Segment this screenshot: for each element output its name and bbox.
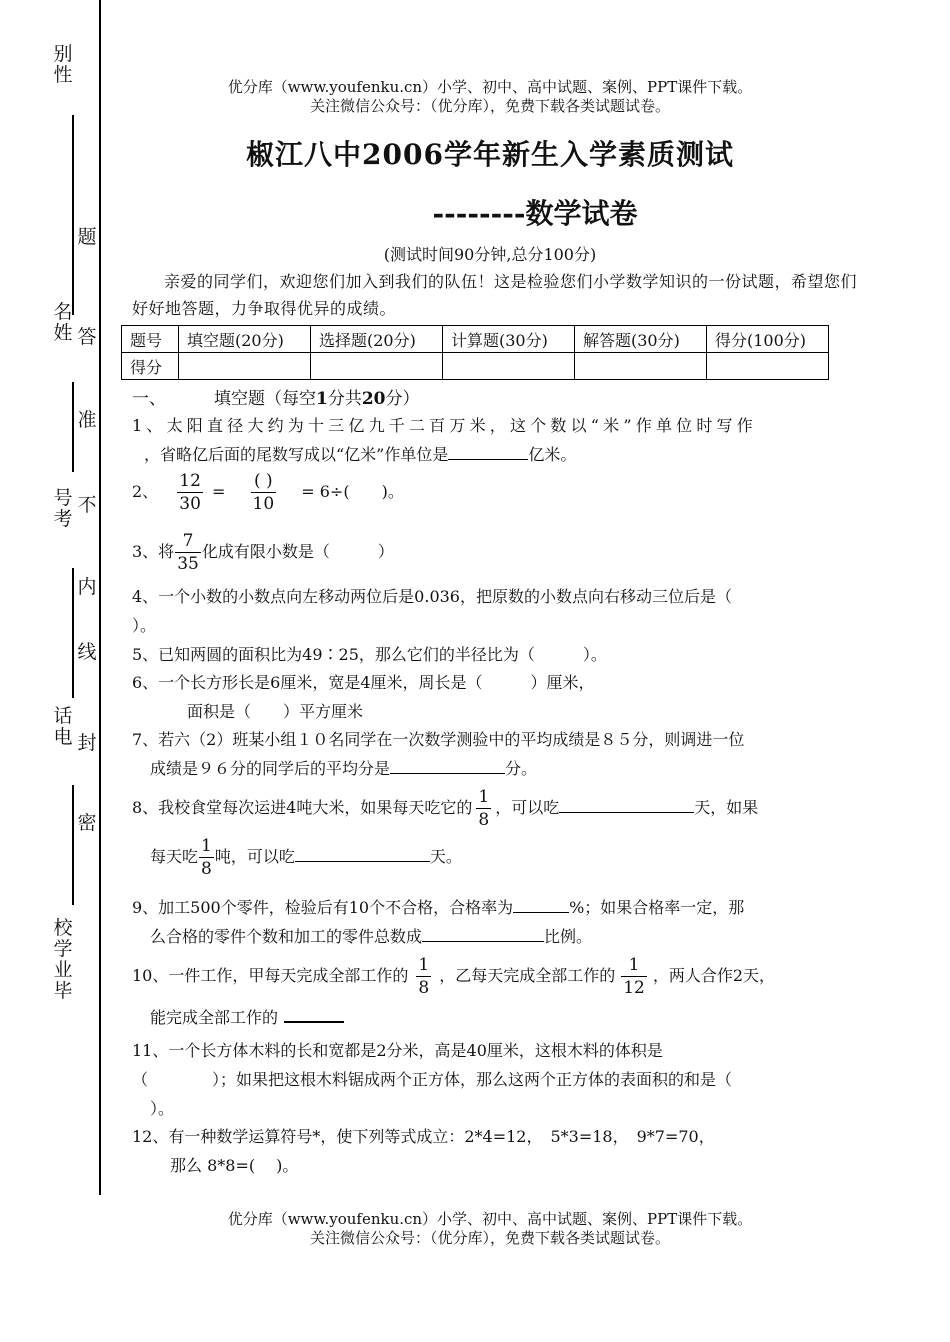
question-text: 那么 8*8=( )。 [170, 1156, 299, 1175]
fraction [476, 786, 491, 831]
score-table-header: 得分(100分) [707, 326, 829, 353]
question-text: 10、一件工作，甲每天完成全部工作的 [132, 966, 409, 985]
score-table-row [122, 353, 829, 380]
seal-char: 密 [77, 812, 97, 834]
score-table-header: 解答题(30分) [575, 326, 707, 353]
exam-number-label: 号考 [53, 487, 73, 530]
name-underline [72, 115, 74, 315]
seal-char: 题 [77, 226, 97, 248]
denominator: 8 [478, 810, 490, 830]
question-6 [132, 668, 867, 726]
score-table-header: 计算题(30分) [443, 326, 575, 353]
question-text: 能完成全部工作的 [150, 1008, 279, 1027]
seal-char: 不 [77, 494, 97, 516]
school-label: 校学业毕 [53, 917, 73, 1002]
page-footer [130, 1210, 850, 1248]
seal-char: 答 [77, 326, 97, 348]
score-table-header: 题号 [122, 326, 179, 353]
question-text: ，两人合作2天， [652, 966, 776, 985]
question-8 [132, 786, 867, 880]
denominator: 8 [201, 859, 212, 879]
binding-margin [0, 0, 110, 1342]
score-table [121, 325, 829, 380]
question-text: 3、将 [132, 542, 175, 561]
question-text: 天。 [429, 847, 462, 866]
footer-line-2: 关注微信公众号：（优分库），免费下载各类试题试卷。 [309, 1229, 670, 1247]
question-text: 成绩是９６分的同学后的平均分是 [150, 759, 391, 778]
question-text: 8、我校食堂每次运进4吨大米，如果每天吃它的 [132, 798, 473, 817]
question-text: 4、一个小数的小数点向左移动两位后是0.036，把原数的小数点向右移动三位后是（ [132, 587, 732, 606]
seal-char: 内 [77, 576, 97, 598]
seal-char: 准 [77, 409, 97, 431]
denominator: 35 [177, 554, 199, 574]
section-total: 20 [361, 389, 386, 409]
question-text: ）。 [132, 616, 157, 635]
section-points: 1 [316, 389, 328, 409]
question-text: 5、已知两圆的面积比为49∶25，那么它们的半径比为（ ）。 [132, 645, 607, 664]
score-row-label: 得分 [122, 353, 179, 380]
score-table-header-row [122, 326, 829, 353]
numerator: 1 [418, 955, 430, 975]
score-cell[interactable] [575, 353, 707, 380]
question-text: 比例。 [544, 927, 593, 946]
intro-paragraph: 亲爱的同学们，欢迎您们加入到我们的队伍！这是检验您们小学数学知识的一份试题，希望您们好好地答题，力争取得优异的成绩。 [132, 272, 858, 318]
fraction [416, 954, 431, 999]
answer-blank[interactable] [422, 923, 544, 942]
answer-blank[interactable] [390, 755, 505, 774]
fraction [175, 530, 201, 575]
question-text: 7、若六（2）班某小组１０名同学在一次数学测验中的平均成绩是８５分，则调进一位 [132, 730, 745, 749]
binding-line [99, 0, 101, 1195]
question-text: 1、太阳直径大约为十三亿九千二百万米，这个数以“米”作单位时写作 [132, 416, 757, 435]
header-line-1: 优分库（www.youfenku.cn）小学、初中、高中试题、案例、PPT课件下载。 [227, 78, 753, 96]
page-header [130, 78, 850, 116]
question-text: （ ）；如果把这根木料锯成两个正方体，那么这两个正方体的表面积的和是（ [132, 1070, 733, 1089]
question-text: 天，如果 [694, 798, 759, 817]
question-2 [132, 470, 867, 515]
question-text: ，乙每天完成全部工作的 [439, 966, 616, 985]
answer-blank[interactable] [559, 794, 694, 813]
seal-char: 封 [77, 732, 97, 754]
exam-number-underline [72, 382, 74, 472]
question-11 [132, 1036, 867, 1123]
question-text: 吨，可以吃 [214, 847, 295, 866]
question-text: 亿米。 [528, 445, 577, 464]
question-12 [132, 1122, 867, 1180]
question-text: 化成有限小数是（ ） [201, 542, 394, 561]
question-9 [132, 893, 867, 951]
numerator: 12 [179, 471, 201, 491]
numerator: ( ) [251, 470, 277, 493]
question-1 [132, 411, 867, 469]
question-text: 么合格的零件个数和加工的零件总数成 [150, 927, 423, 946]
score-cell[interactable] [443, 353, 575, 380]
score-table-header: 选择题(20分) [311, 326, 443, 353]
exam-subtitle: --------数学试卷 [432, 197, 638, 230]
question-text: 6、一个长方形长是6厘米，宽是4厘米，周长是（ ）厘米， [132, 673, 595, 692]
fraction [199, 835, 214, 880]
seal-char: 线 [77, 641, 97, 663]
score-cell[interactable] [179, 353, 311, 380]
answer-blank[interactable] [284, 1003, 344, 1023]
question-text: = 6÷( )。 [301, 482, 404, 501]
question-text: 分。 [505, 759, 538, 778]
fraction [621, 954, 647, 999]
section-title: 填空题（每空 [214, 389, 316, 409]
question-text: ，省略亿后面的尾数写成以“亿米”作单位是 [144, 445, 449, 464]
answer-blank[interactable] [448, 441, 528, 460]
question-text: 9、加工500个零件，检验后有10个不合格，合格率为 [132, 898, 514, 917]
denominator: 30 [179, 494, 201, 514]
section-number: 一、 [132, 389, 166, 409]
question-text: ，可以吃 [495, 798, 560, 817]
phone-underline [72, 568, 74, 698]
gender-label: 别性 [53, 43, 73, 86]
numerator: 1 [201, 836, 212, 856]
school-underline [72, 785, 74, 905]
phone-label: 话电 [53, 705, 73, 748]
numerator: 1 [478, 787, 490, 807]
section-title: 分） [385, 389, 420, 409]
question-4 [132, 582, 867, 640]
question-3 [132, 530, 867, 575]
question-text: %；如果合格率一定，那 [569, 898, 745, 917]
section-heading [132, 384, 420, 409]
question-5 [132, 640, 867, 669]
denominator: 12 [623, 978, 645, 998]
question-text: 每天吃 [150, 847, 199, 866]
header-line-2: 关注微信公众号：（优分库），免费下载各类试题试卷。 [309, 97, 670, 115]
section-title: 分共 [327, 389, 362, 409]
score-cell[interactable] [311, 353, 443, 380]
fraction [251, 470, 277, 515]
score-table-header: 填空题(20分) [179, 326, 311, 353]
footer-line-1: 优分库（www.youfenku.cn）小学、初中、高中试题、案例、PPT课件下载。 [227, 1210, 753, 1228]
question-text: 11、一个长方体木料的长和宽都是2分米，高是40厘米，这根木料的体积是 [132, 1041, 663, 1060]
denominator: 8 [418, 978, 430, 998]
question-10 [132, 954, 867, 1032]
numerator: 1 [621, 954, 647, 977]
time-info: (测试时间90分钟,总分100分) [383, 245, 597, 264]
fraction [177, 470, 203, 515]
numerator: 7 [175, 530, 201, 553]
question-7 [132, 725, 867, 783]
equals-sign: = [212, 482, 226, 501]
question-text: ）。 [150, 1099, 175, 1118]
question-number: 2、 [132, 482, 159, 501]
name-label: 名姓 [53, 301, 73, 344]
question-text: 面积是（ ）平方厘米 [187, 702, 364, 721]
exam-title: 椒江八中2006学年新生入学素质测试 [246, 138, 734, 171]
question-text: 12、有一种数学运算符号*，使下列等式成立：2*4=12， 5*3=18， 9*7=70， [132, 1127, 715, 1146]
answer-blank[interactable] [513, 894, 569, 913]
score-cell[interactable] [707, 353, 829, 380]
denominator: 10 [252, 494, 275, 514]
answer-blank[interactable] [295, 843, 430, 862]
